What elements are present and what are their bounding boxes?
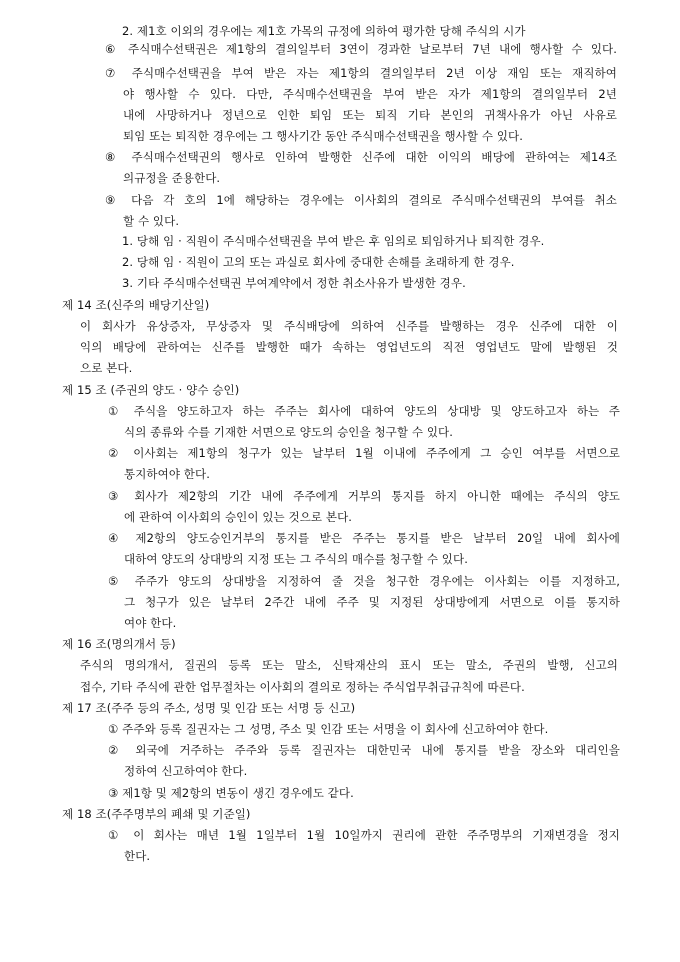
- article-15-title: 제 15 조 (주권의 양도 · 양수 승인): [62, 383, 240, 397]
- article-15-clause-5-line2: 그 청구가 있은 날부터 2주간 내에 주주 및 지정된 상대방에게 서면으로 이를 통지하: [124, 595, 620, 609]
- article-17-clause-3: ③ 제1항 및 제2항의 변동이 생긴 경우에도 같다.: [108, 786, 354, 800]
- article-15-clause-4-line1: ④ 제2항의 양도승인거부의 통지를 받은 주주는 통지를 받은 날부터 20일 내에 회사에: [108, 531, 620, 545]
- article-14-line2: 익의 배당에 관하여는 신주를 발행한 때가 속하는 영업년도의 직전 영업년도 말에 발행된 것: [80, 340, 618, 354]
- article-17-clause-2-line1: ② 외국에 거주하는 주주와 등록 질권자는 대한민국 내에 통지를 받을 장소와 대리인을: [108, 743, 620, 757]
- article-18-clause-1-line2: 한다.: [124, 849, 151, 863]
- subitem-2-damage: 2. 당해 임 · 직원이 고의 또는 과실로 회사에 중대한 손해를 초래하게 한 경우.: [122, 255, 515, 269]
- article-15-clause-2-line2: 통지하여야 한다.: [124, 467, 210, 481]
- article-14-line1: 이 회사가 유상증자, 무상증자 및 주식배당에 의하여 신주를 발행하는 경우 신주에 대한 이: [80, 319, 618, 333]
- article-15-clause-3-line2: 에 관하여 이사회의 승인이 있는 것으로 본다.: [124, 510, 353, 524]
- article-15-clause-5-line3: 여야 한다.: [124, 616, 177, 630]
- article-14-title: 제 14 조(신주의 배당기산일): [62, 298, 210, 312]
- subitem-3-other-cancellation: 3. 기타 주식매수선택권 부여계약에서 정한 취소사유가 발생한 경우.: [122, 276, 466, 290]
- clause-6: ⑥ 주식매수선택권은 제1항의 결의일부터 3연이 경과한 날로부터 7년 내에 행사할 수 있다.: [105, 42, 617, 56]
- clause-7-line4: 퇴임 또는 퇴직한 경우에는 그 행사기간 동안 주식매수선택권을 행사할 수 있다.: [123, 129, 523, 143]
- article-16-line1: 주식의 명의개서, 질권의 등록 또는 말소, 신탁재산의 표시 또는 말소, 주권의 발행, 신고의: [80, 658, 618, 672]
- article-16-title: 제 16 조(명의개서 등): [62, 637, 176, 651]
- article-15-clause-2-line1: ② 이사회는 제1항의 청구가 있는 날부터 1월 이내에 주주에게 그 승인 여부를 서면으로: [108, 446, 620, 460]
- article-15-clause-5-line1: ⑤ 주주가 양도의 상대방을 지정하여 줄 것을 청구한 경우에는 이사회는 이를 지정하고,: [108, 574, 620, 588]
- article-15-clause-4-line2: 대하여 양도의 상대방의 지정 또는 그 주식의 매수를 청구할 수 있다.: [124, 552, 468, 566]
- clause-7-line3: 내에 사망하거나 정년으로 인한 퇴임 또는 퇴직 기타 본인의 귀책사유가 아닌 사유로: [123, 108, 617, 122]
- clause-9-line2: 할 수 있다.: [123, 214, 180, 228]
- article-18-clause-1-line1: ① 이 회사는 매년 1월 1일부터 1월 10일까지 권리에 관한 주주명부의 기재변경을 정지: [108, 828, 620, 842]
- article-16-line2: 접수, 기타 주식에 관한 업무절차는 이사회의 결의로 정하는 주식업무취급규칙에 따른다.: [80, 680, 525, 694]
- article-15-clause-1-line1: ① 주식을 양도하고자 하는 주주는 회사에 대하여 양도의 상대방 및 양도하고자 하는 주: [108, 404, 620, 418]
- article-17-title: 제 17 조(주주 등의 주소, 성명 및 인감 또는 서명 등 신고): [62, 701, 356, 715]
- article-18-title: 제 18 조(주주명부의 폐쇄 및 기준일): [62, 807, 251, 821]
- article-17-clause-1: ① 주주와 등록 질권자는 그 성명, 주소 및 인감 또는 서명을 이 회사에 신고하여야 한다.: [108, 722, 549, 736]
- clause-9-line1: ⑨ 다음 각 호의 1에 해당하는 경우에는 이사회의 결의로 주식매수선택권의 부여를 취소: [105, 193, 617, 207]
- clause-8-line1: ⑧ 주식매수선택권의 행사로 인하여 발행한 신주에 대한 이익의 배당에 관하여는 제14조: [105, 150, 617, 164]
- clause-7-line1: ⑦ 주식매수선택권을 부여 받은 자는 제1항의 결의일부터 2년 이상 재임 또는 재직하여: [105, 66, 617, 80]
- clause-8-line2: 의규정을 준용한다.: [123, 171, 221, 185]
- article-15-clause-1-line2: 식의 종류와 수를 기재한 서면으로 양도의 승인을 청구할 수 있다.: [124, 425, 453, 439]
- clause-7-line2: 야 행사할 수 있다. 다만, 주식매수선택권을 부여 받은 자가 제1항의 결의일부터 2년: [123, 87, 617, 101]
- article-15-clause-3-line1: ③ 회사가 제2항의 기간 내에 주주에게 거부의 통지를 하지 아니한 때에는 주식의 양도: [108, 489, 620, 503]
- article-17-clause-2-line2: 정하여 신고하여야 한다.: [124, 764, 248, 778]
- subitem-2-market-price: 2. 제1호 이외의 경우에는 제1호 가목의 규정에 의하여 평가한 당해 주식의 시가: [122, 24, 526, 38]
- article-14-line3: 으로 본다.: [80, 361, 133, 375]
- subitem-1-voluntary-resignation: 1. 당해 임 · 직원이 주식매수선택권을 부여 받은 후 임의로 퇴임하거나 퇴직한 경우.: [122, 234, 545, 248]
